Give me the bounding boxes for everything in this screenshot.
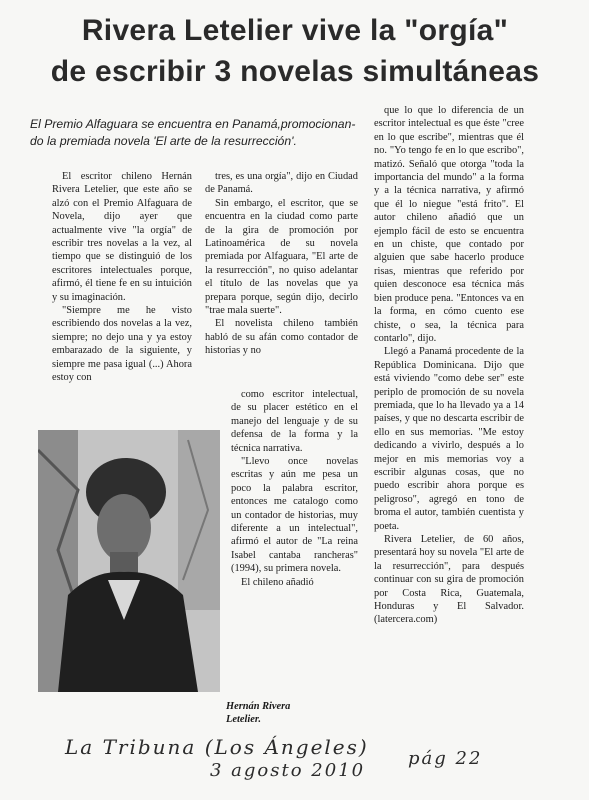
body-paragraph: El novelista chileno también habló de su afán como contador de historias y no: [205, 318, 358, 357]
body-paragraph: Sin embargo, el escritor, que se encuentra en la ciudad como parte de la gira de promoción por Latinoamérica de su novela premiada por Alfaguara, "El arte de la resurrección", no quiso adelantar el título de las novelas que ya prepara porque, según dijo, decirlo "trae mala suerte".: [205, 197, 358, 317]
handwritten-date-note: 3 agosto 2010: [210, 760, 366, 781]
headline-line-1: Rivera Letelier vive la "orgía": [81, 14, 509, 47]
body-paragraph: que lo que lo diferencia de un escritor intelectual es que éste "cree en lo que escribe", mientras que él no. "Yo tengo fe en lo que escribo", matizó. Señaló que otorga "toda la importancia del mundo" a la forma y a la técnica narrativa, y afirmó que él lo niegue "está frito". El autor chileno añadió que un ejemplo fácil de esto se encuentra en un chiste, que contado por alguien que sabe hacerlo produce risas, mientras que referido por quien desconoce esa técnica más bien produce pena. "Entonces va en la forma, en cómo cuento ese chiste, o sea, la técnica para contarlo", dijo.: [374, 105, 524, 344]
article-column-2-continued: [231, 388, 358, 589]
body-paragraph: El chileno añadió: [241, 576, 314, 588]
body-paragraph: El escritor chileno Hernán Rivera Letelier, que este año se alzó con el Premio Alfaguara de Novela, dijo ayer que actualmente vive "la orgía" de escribir tres novelas a la vez, al tiempo que se distinguió de los escritores intelectuales porque, afirmó, él tiene fe en su intuición y su imaginación.: [52, 171, 192, 303]
body-paragraph: tres, es una orgía", dijo en Ciudad de Panamá.: [205, 171, 358, 196]
deck-line-2: do la premiada novela 'El arte de la resurrección'.: [30, 134, 297, 148]
body-paragraph: "Llevo once novelas escritas y aún me pesa un poco la palabra escritor, entonces me catalogo como un contador de historias, muy diferente a un intelectual", afirmó el autor de "La reina Isabel cantaba rancheras" (1994), su primera novela.: [231, 456, 358, 575]
body-paragraph: "Siempre me he visto escribiendo dos novelas a la vez, siempre; no dejo una y ya estoy embarazado de la siguiente, y siempre me pasa igual (...) Ahora estoy con: [52, 305, 192, 384]
handwritten-source-note: La Tribuna (Los Ángeles): [65, 735, 369, 759]
caption-line: Letelier.: [226, 714, 261, 725]
article-column-2: [205, 170, 358, 358]
handwritten-page-note: pág 22: [408, 748, 483, 769]
author-portrait-photo: [38, 430, 220, 692]
body-paragraph: Rivera Letelier, de 60 años, presentará hoy su novela "El arte de la resurrección", para después continuar con su gira de promoción por Costa Rica, Guatemala, Honduras y El Salvador. (latercera.com): [374, 534, 524, 626]
portrait-illustration: [38, 430, 220, 692]
body-paragraph: como escritor intelectual, de su placer estético en el manejo del lenguaje y de su defensa de la forma y la técnica narrativa.: [231, 389, 358, 454]
headline-line-2: de escribir 3 novelas simultáneas: [50, 55, 540, 88]
body-paragraph: Llegó a Panamá procedente de la República Dominicana. Dijo que está viviendo "como debe ser" este periplo de promoción de su novela premiada, que lo ha llevado ya a 14 países, y que no descarta escribir de ello en sus memorias. "Me estoy dedicando a vivirlo, después a lo mejor en mis memorias voy a escribir algunas cosas, que no puedo escribir ahora porque es peligroso", agregó en tono de broma el autor, también cuentista y poeta.: [374, 346, 524, 532]
photo-caption: [226, 700, 336, 726]
deck-line-1: El Premio Alfaguara se encuentra en Panamá,promocionan-: [30, 117, 356, 131]
caption-line: Hernán Rivera: [226, 701, 291, 712]
article-column-3: [374, 104, 524, 627]
article-column-1: [52, 170, 192, 385]
